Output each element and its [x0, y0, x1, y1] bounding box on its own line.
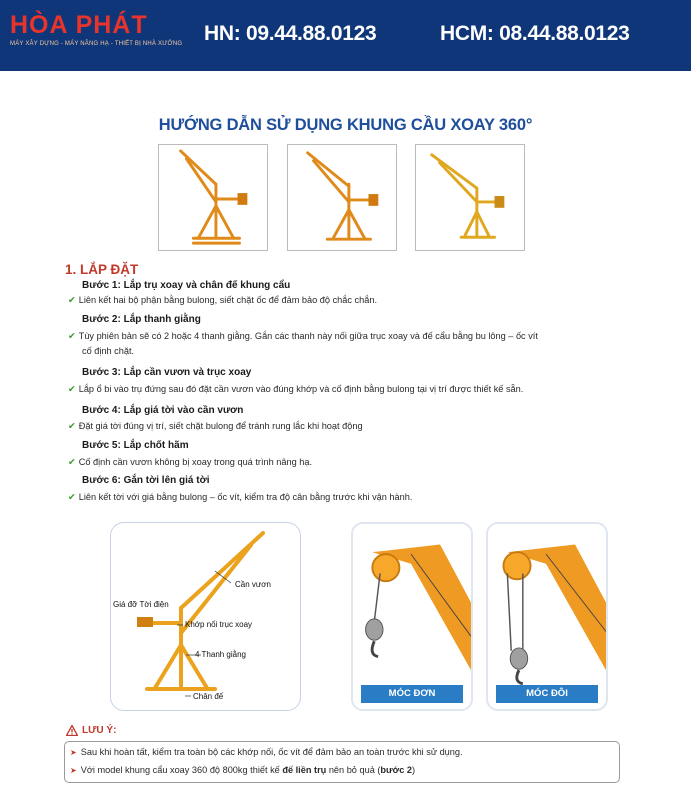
crane-photo-2	[287, 144, 397, 251]
step-3-title: Bước 3: Lắp cần vươn và trục xoay	[82, 367, 252, 378]
section-heading: 1. LẮP ĐẶT	[65, 262, 139, 277]
note-heading: LƯU Ý:	[66, 725, 116, 736]
note-line-2: ➤ Với model khung cẩu xoay 360 độ 800kg thiết kế đế liền trụ nên bỏ quả (bước 2)	[70, 765, 416, 775]
header-banner	[0, 0, 691, 71]
page-title: HƯỚNG DẪN SỬ DỤNG KHUNG CẦU XOAY 360°	[158, 116, 533, 134]
arrow-right-icon: ➤	[70, 748, 77, 757]
step-4-line: ✔ Đặt giá tời đúng vị trí, siết chặt bulong để tránh rung lắc khi hoạt động	[68, 421, 363, 431]
crane-icon	[416, 145, 524, 250]
label-base: Chân đế	[193, 692, 224, 701]
step-1-line: ✔ Liên kết hai bộ phận bằng bulong, siết chặt ốc để đảm bảo độ chắc chắn.	[68, 295, 378, 305]
step-5-line: ✔ Cố định cần vươn không bị xoay trong quá trình nâng hạ.	[68, 457, 313, 467]
warning-icon	[66, 725, 78, 736]
check-icon: ✔	[68, 457, 76, 467]
single-hook-photo	[351, 522, 473, 711]
double-hook-photo	[486, 522, 608, 711]
check-icon: ✔	[68, 331, 76, 341]
brand-tagline: MÁY XÂY DỰNG - MÁY NÂNG HẠ - THIẾT BỊ NHÀ XƯỞNG	[10, 41, 183, 47]
crane-icon	[288, 145, 396, 250]
check-icon: ✔	[68, 421, 76, 431]
step-3-line: ✔ Lắp ổ bi vào trụ đứng sau đó đặt cần vươn vào đúng khớp và cố định bằng bulong tại vị trí được thiết kế sẵn.	[68, 384, 524, 394]
check-icon: ✔	[68, 492, 76, 502]
label-boom: Cần vươn	[235, 580, 271, 589]
step-2-line: ✔ Tùy phiên bản sẽ có 2 hoặc 4 thanh giằng. Gắn các thanh này nối giữa trục xoay và đế cẩu bằng bu lông – ốc vít	[68, 331, 538, 341]
label-winch-holder: Giá đỡ Tời điện	[113, 600, 169, 609]
hotline-hcm[interactable]: HCM: 08.44.88.0123	[440, 22, 630, 45]
note-line-1: ➤ Sau khi hoàn tất, kiểm tra toàn bộ các khớp nối, ốc vít để đảm bảo an toàn trước khi sử dụng.	[70, 747, 463, 757]
check-icon: ✔	[68, 384, 76, 394]
label-joint: Khớp nối trục xoay	[185, 620, 253, 629]
hook-icon	[353, 524, 471, 709]
single-hook-label: MÓC ĐƠN	[361, 685, 463, 703]
step-5-title: Bước 5: Lắp chốt hãm	[82, 440, 189, 451]
step-6-line: ✔ Liên kết tời với giá bằng bulong – ốc vít, kiểm tra độ cân bằng trước khi vận hành.	[68, 492, 413, 502]
step-4-title: Bước 4: Lắp giá tời vào cần vươn	[82, 405, 244, 416]
step-2-title: Bước 2: Lắp thanh giằng	[82, 314, 201, 325]
label-braces: 4 Thanh giằng	[195, 650, 247, 659]
arrow-right-icon: ➤	[70, 766, 77, 775]
crane-icon	[159, 145, 267, 250]
brand-logo[interactable]	[10, 11, 183, 47]
step-6-title: Bước 6: Gắn tời lên giá tời	[82, 475, 210, 486]
crane-photo-1	[158, 144, 268, 251]
crane-parts-diagram	[110, 522, 301, 711]
crane-photo-3	[415, 144, 525, 251]
hotline-hn[interactable]: HN: 09.44.88.0123	[204, 22, 377, 45]
hook-icon	[488, 524, 606, 709]
step-1-title: Bước 1: Lắp trụ xoay và chân đế khung cẩu	[82, 280, 291, 291]
check-icon: ✔	[68, 295, 76, 305]
double-hook-label: MÓC ĐÔI	[496, 685, 598, 703]
brand-name: HÒA PHÁT	[10, 11, 148, 39]
step-2-line-cont: cố định chặt.	[82, 346, 135, 356]
